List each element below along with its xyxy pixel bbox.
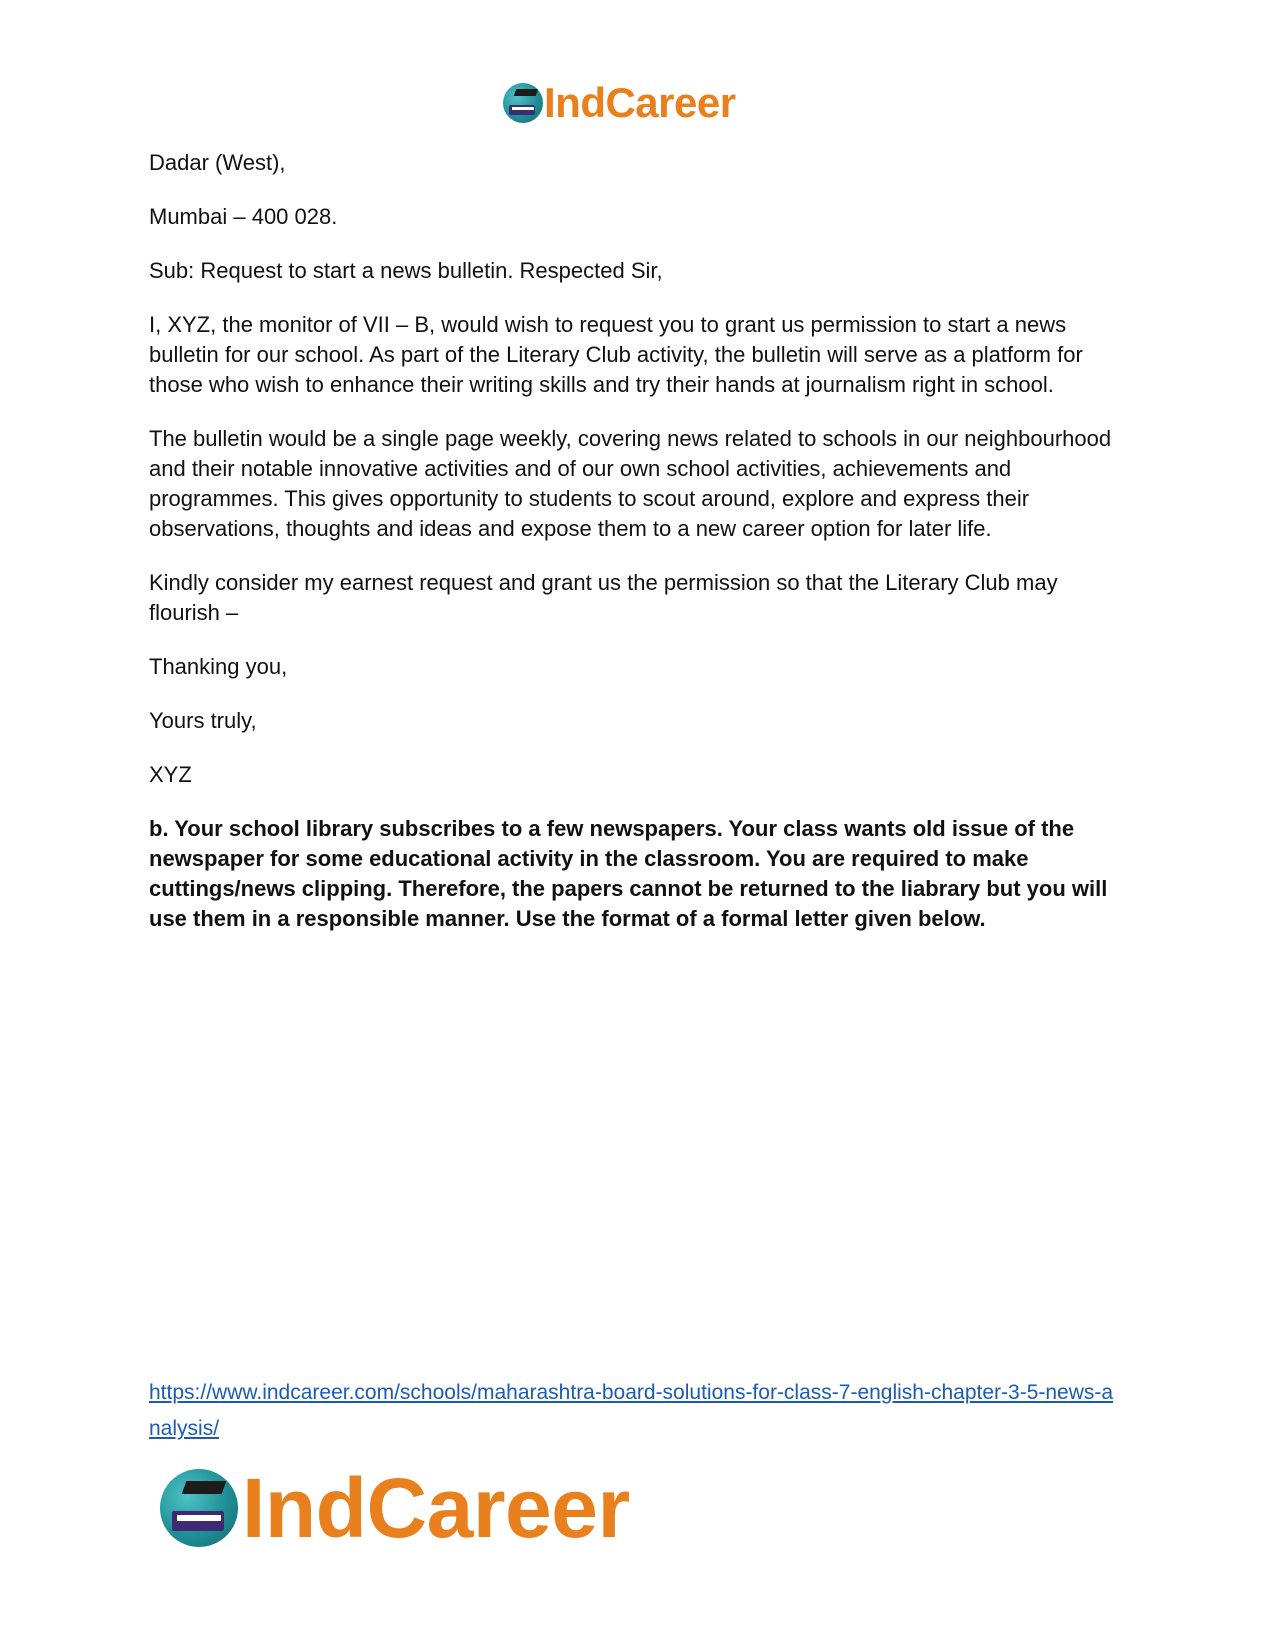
subject-line: Sub: Request to start a news bulletin. Respected Sir, bbox=[149, 258, 663, 283]
question-b: b. Your school library subscribes to a few newspapers. Your class wants old issue of the newspaper for some educational activity in the classroom. You are required to make cuttings/news clipping. Therefore, the papers cannot be returned to the liabrary but you will use them in a responsible manner. Use the format of a formal letter given below. bbox=[149, 816, 1108, 931]
header-logo-text: IndCareer bbox=[544, 79, 736, 126]
address-line-2: Mumbai – 400 028. bbox=[149, 204, 338, 229]
footer-logo bbox=[160, 1461, 630, 1555]
closing-yours: Yours truly, bbox=[149, 708, 257, 733]
footer-logo-text: IndCareer bbox=[242, 1461, 630, 1555]
closing-thanks: Thanking you, bbox=[149, 654, 288, 679]
signature: XYZ bbox=[149, 762, 192, 787]
source-link[interactable]: https://www.indcareer.com/schools/maharashtra-board-solutions-for-class-7-english-chapter-3-5-news-analysis/ bbox=[149, 1381, 1114, 1440]
graduation-book-icon bbox=[160, 1469, 238, 1547]
header-logo bbox=[503, 81, 736, 125]
paragraph-1: I, XYZ, the monitor of VII – B, would wish to request you to grant us permission to start a news bulletin for our school. As part of the Literary Club activity, the bulletin will serve as a platform for those who wish to enhance their writing skills and try their hands at journalism right in school. bbox=[149, 312, 1083, 397]
letter-body bbox=[149, 148, 1129, 958]
address-line-1: Dadar (West), bbox=[149, 150, 286, 175]
graduation-book-icon bbox=[503, 83, 543, 123]
paragraph-2: The bulletin would be a single page weekly, covering news related to schools in our neighbourhood and their notable innovative activities and of our own school activities, achievements and programmes. This gives opportunity to students to scout around, explore and express their observations, thoughts and ideas and expose them to a new career option for later life. bbox=[149, 426, 1112, 541]
paragraph-3: Kindly consider my earnest request and grant us the permission so that the Literary Club may flourish – bbox=[149, 570, 1058, 625]
